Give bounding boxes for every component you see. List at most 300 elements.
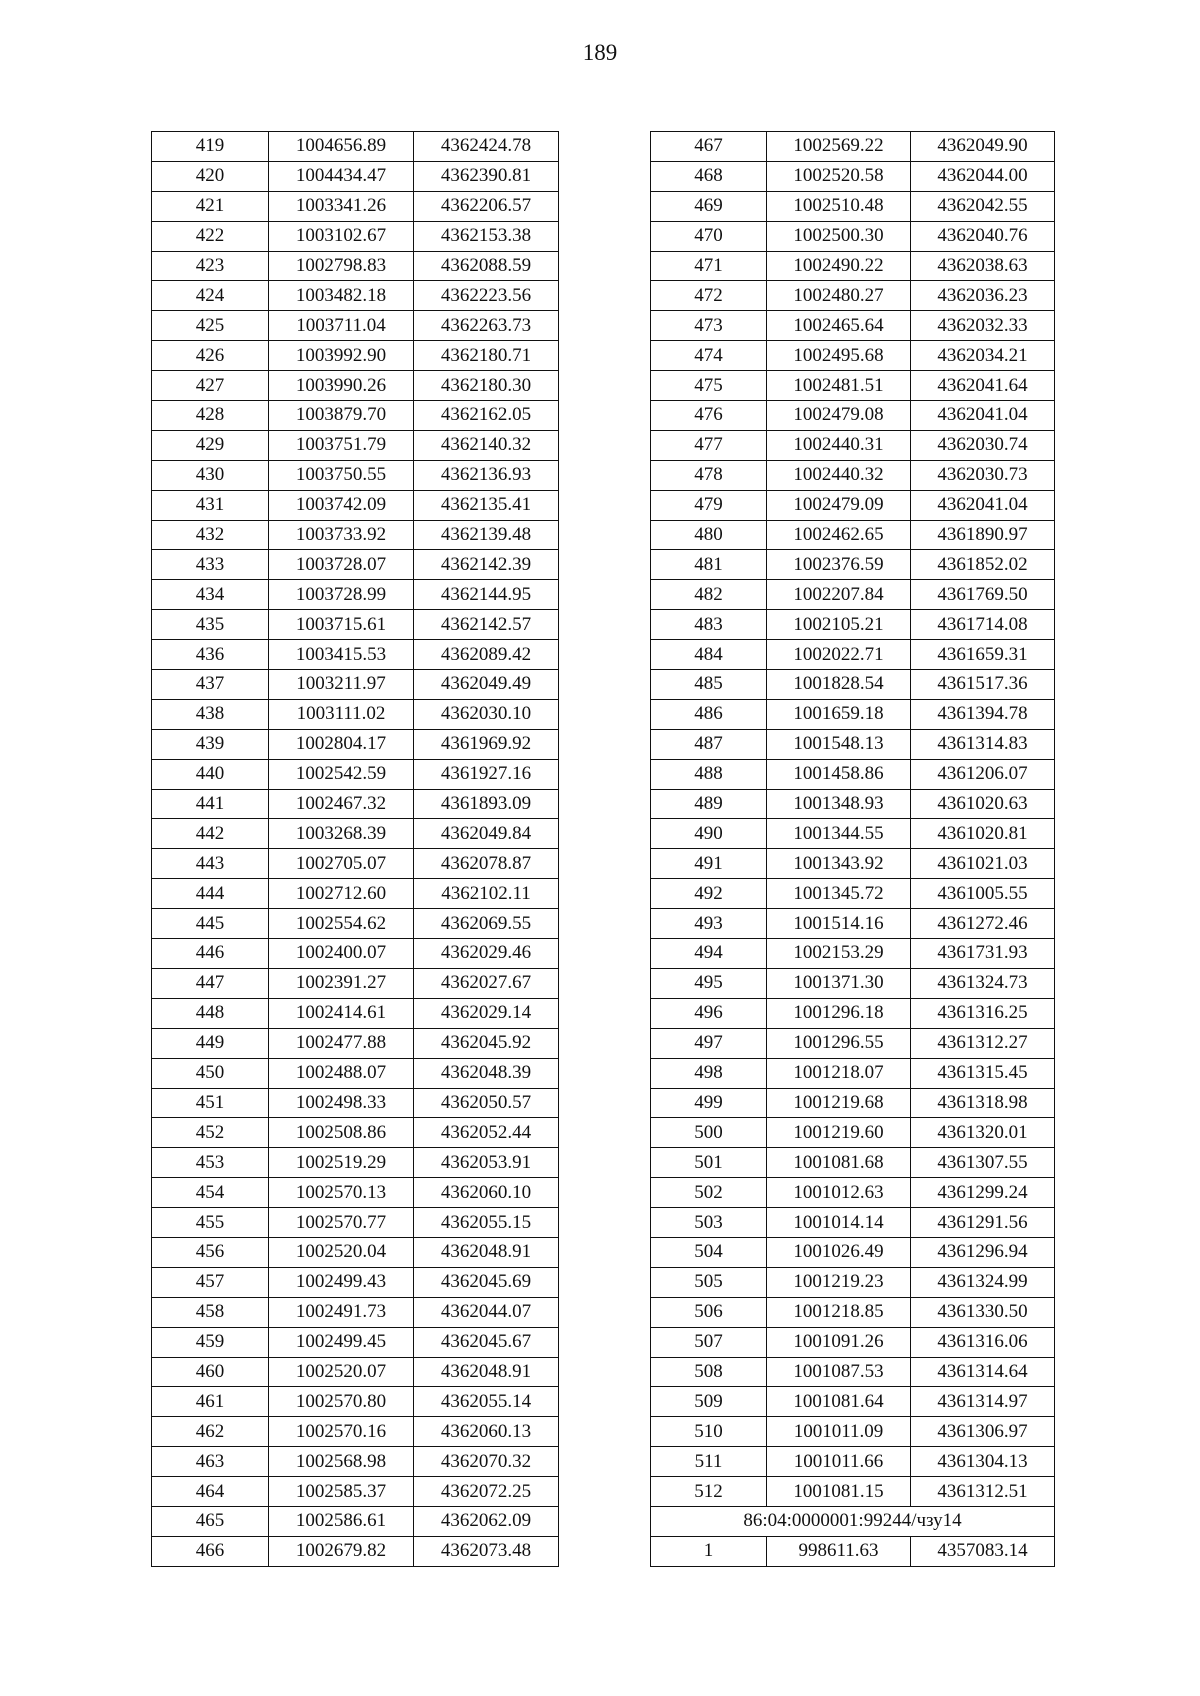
point-number-cell: 475: [651, 371, 767, 401]
table-row: [152, 759, 559, 789]
parcel-id-header: 86:04:0000001:99244/чзу14: [651, 1506, 1055, 1536]
table-row: [152, 311, 559, 341]
x-coordinate-cell: 1001296.55: [767, 1028, 911, 1058]
table-row: [651, 699, 1055, 729]
y-coordinate-cell: 4361312.27: [911, 1028, 1055, 1058]
point-number-cell: 438: [152, 699, 269, 729]
table-row: [651, 670, 1055, 700]
x-coordinate-cell: 1002462.65: [767, 520, 911, 550]
point-number-cell: 504: [651, 1237, 767, 1267]
y-coordinate-cell: 4362041.64: [911, 371, 1055, 401]
x-coordinate-cell: 1001011.09: [767, 1417, 911, 1447]
table-row: [651, 968, 1055, 998]
x-coordinate-cell: 1002153.29: [767, 939, 911, 969]
point-number-cell: 482: [651, 580, 767, 610]
point-number-cell: 439: [152, 729, 269, 759]
point-number-cell: 441: [152, 789, 269, 819]
x-coordinate-cell: 1003715.61: [269, 610, 414, 640]
y-coordinate-cell: 4362206.57: [414, 191, 559, 221]
point-number-cell: 476: [651, 401, 767, 431]
y-coordinate-cell: 4361316.06: [911, 1327, 1055, 1357]
x-coordinate-cell: 1001014.14: [767, 1208, 911, 1238]
y-coordinate-cell: 4362136.93: [414, 460, 559, 490]
y-coordinate-cell: 4361731.93: [911, 939, 1055, 969]
y-coordinate-cell: 4362142.57: [414, 610, 559, 640]
coordinates-table-left: [151, 131, 559, 1567]
y-coordinate-cell: 4362036.23: [911, 281, 1055, 311]
table-row: [651, 1447, 1055, 1477]
x-coordinate-cell: 1002467.32: [269, 789, 414, 819]
table-row: [152, 221, 559, 251]
point-number-cell: 440: [152, 759, 269, 789]
y-coordinate-cell: 4362030.10: [414, 699, 559, 729]
x-coordinate-cell: 1002508.86: [269, 1118, 414, 1148]
y-coordinate-cell: 4362142.39: [414, 550, 559, 580]
point-number-cell: 501: [651, 1148, 767, 1178]
y-coordinate-cell: 4362060.10: [414, 1178, 559, 1208]
table-row: [152, 610, 559, 640]
coordinates-table-right: [650, 131, 1055, 1567]
y-coordinate-cell: 4362180.30: [414, 371, 559, 401]
y-coordinate-cell: 4362424.78: [414, 132, 559, 162]
x-coordinate-cell: 1002391.27: [269, 968, 414, 998]
point-number-cell: 462: [152, 1417, 269, 1447]
y-coordinate-cell: 4362078.87: [414, 849, 559, 879]
x-coordinate-cell: 1004434.47: [269, 161, 414, 191]
point-number-cell: 486: [651, 699, 767, 729]
x-coordinate-cell: 1002499.43: [269, 1267, 414, 1297]
table-row: [152, 1088, 559, 1118]
point-number-cell: 445: [152, 909, 269, 939]
x-coordinate-cell: 1002520.07: [269, 1357, 414, 1387]
table-row: [152, 460, 559, 490]
point-number-cell: 472: [651, 281, 767, 311]
table-row: [152, 132, 559, 162]
point-number-cell: 426: [152, 341, 269, 371]
y-coordinate-cell: 4362069.55: [414, 909, 559, 939]
x-coordinate-cell: 1003341.26: [269, 191, 414, 221]
y-coordinate-cell: 4361517.36: [911, 670, 1055, 700]
point-number-cell: 431: [152, 490, 269, 520]
table-row: [152, 580, 559, 610]
table-row: [651, 251, 1055, 281]
point-number-cell: 449: [152, 1028, 269, 1058]
table-row: [152, 789, 559, 819]
x-coordinate-cell: 1002207.84: [767, 580, 911, 610]
table-row: [152, 699, 559, 729]
y-coordinate-cell: 4362027.67: [414, 968, 559, 998]
x-coordinate-cell: 1001828.54: [767, 670, 911, 700]
point-number-cell: 423: [152, 251, 269, 281]
x-coordinate-cell: 1003102.67: [269, 221, 414, 251]
point-number-cell: 427: [152, 371, 269, 401]
y-coordinate-cell: 4362048.39: [414, 1058, 559, 1088]
x-coordinate-cell: 1002554.62: [269, 909, 414, 939]
x-coordinate-cell: 1003111.02: [269, 699, 414, 729]
x-coordinate-cell: 1002488.07: [269, 1058, 414, 1088]
table-row: [651, 909, 1055, 939]
table-row: [152, 819, 559, 849]
point-number-cell: 480: [651, 520, 767, 550]
table-row: [152, 401, 559, 431]
table-row: [152, 849, 559, 879]
point-number-cell: 433: [152, 550, 269, 580]
x-coordinate-cell: 1003728.07: [269, 550, 414, 580]
y-coordinate-cell: 4362089.42: [414, 640, 559, 670]
table-row: [651, 1208, 1055, 1238]
x-coordinate-cell: 1002499.45: [269, 1327, 414, 1357]
table-row: [152, 1148, 559, 1178]
y-coordinate-cell: 4362041.04: [911, 490, 1055, 520]
table-row: [152, 640, 559, 670]
x-coordinate-cell: 1002570.80: [269, 1387, 414, 1417]
x-coordinate-cell: 1003482.18: [269, 281, 414, 311]
point-number-cell: 466: [152, 1536, 269, 1566]
y-coordinate-cell: 4361315.45: [911, 1058, 1055, 1088]
y-coordinate-cell: 4361394.78: [911, 699, 1055, 729]
point-number-cell: 457: [152, 1267, 269, 1297]
point-number-cell: 446: [152, 939, 269, 969]
x-coordinate-cell: 1002570.13: [269, 1178, 414, 1208]
table-row: [651, 849, 1055, 879]
table-row: [651, 879, 1055, 909]
x-coordinate-cell: 1002568.98: [269, 1447, 414, 1477]
y-coordinate-cell: 4362041.04: [911, 401, 1055, 431]
x-coordinate-cell: 1002520.58: [767, 161, 911, 191]
table-row: [651, 1118, 1055, 1148]
point-number-cell: 448: [152, 998, 269, 1028]
x-coordinate-cell: 1002586.61: [269, 1506, 414, 1536]
y-coordinate-cell: 4362044.07: [414, 1297, 559, 1327]
point-number-cell: 420: [152, 161, 269, 191]
y-coordinate-cell: 4362049.90: [911, 132, 1055, 162]
table-row: [152, 729, 559, 759]
table-row: [152, 1357, 559, 1387]
y-coordinate-cell: 4361890.97: [911, 520, 1055, 550]
table-row: [651, 1417, 1055, 1447]
point-number-cell: 434: [152, 580, 269, 610]
y-coordinate-cell: 4362040.76: [911, 221, 1055, 251]
table-row: [651, 401, 1055, 431]
x-coordinate-cell: 1003268.39: [269, 819, 414, 849]
table-row: [651, 430, 1055, 460]
y-coordinate-cell: 4361291.56: [911, 1208, 1055, 1238]
point-number-cell: 509: [651, 1387, 767, 1417]
y-coordinate-cell: 4357083.14: [911, 1536, 1055, 1566]
point-number-cell: 437: [152, 670, 269, 700]
table-row: [651, 1327, 1055, 1357]
y-coordinate-cell: 4362055.15: [414, 1208, 559, 1238]
y-coordinate-cell: 4361020.63: [911, 789, 1055, 819]
point-number-cell: 471: [651, 251, 767, 281]
point-number-cell: 458: [152, 1297, 269, 1327]
point-number-cell: 432: [152, 520, 269, 550]
point-number-cell: 473: [651, 311, 767, 341]
x-coordinate-cell: 1002520.04: [269, 1237, 414, 1267]
table-row: [651, 1477, 1055, 1507]
point-number-cell: 429: [152, 430, 269, 460]
x-coordinate-cell: 1001548.13: [767, 729, 911, 759]
y-coordinate-cell: 4361320.01: [911, 1118, 1055, 1148]
table-row: [651, 341, 1055, 371]
table-row: [651, 998, 1055, 1028]
page-number: 189: [582, 40, 618, 65]
x-coordinate-cell: 1002570.77: [269, 1208, 414, 1238]
point-number-cell: 435: [152, 610, 269, 640]
x-coordinate-cell: 1002705.07: [269, 849, 414, 879]
y-coordinate-cell: 4361893.09: [414, 789, 559, 819]
x-coordinate-cell: 1001219.60: [767, 1118, 911, 1148]
y-coordinate-cell: 4361318.98: [911, 1088, 1055, 1118]
x-coordinate-cell: 1004656.89: [269, 132, 414, 162]
x-coordinate-cell: 1003879.70: [269, 401, 414, 431]
point-number-cell: 484: [651, 640, 767, 670]
point-number-cell: 489: [651, 789, 767, 819]
table-row: [651, 161, 1055, 191]
point-number-cell: 485: [651, 670, 767, 700]
point-number-cell: 447: [152, 968, 269, 998]
y-coordinate-cell: 4362180.71: [414, 341, 559, 371]
y-coordinate-cell: 4362030.73: [911, 460, 1055, 490]
y-coordinate-cell: 4362263.73: [414, 311, 559, 341]
table-row: [651, 281, 1055, 311]
y-coordinate-cell: 4362030.74: [911, 430, 1055, 460]
table-row: [152, 1536, 559, 1566]
point-number-cell: 459: [152, 1327, 269, 1357]
table-row: [152, 251, 559, 281]
y-coordinate-cell: 4362140.32: [414, 430, 559, 460]
x-coordinate-cell: 1002495.68: [767, 341, 911, 371]
x-coordinate-cell: 1002481.51: [767, 371, 911, 401]
x-coordinate-cell: 1001344.55: [767, 819, 911, 849]
point-number-cell: 467: [651, 132, 767, 162]
x-coordinate-cell: 1001348.93: [767, 789, 911, 819]
y-coordinate-cell: 4362102.11: [414, 879, 559, 909]
point-number-cell: 465: [152, 1506, 269, 1536]
x-coordinate-cell: 1003733.92: [269, 520, 414, 550]
table-row: [651, 939, 1055, 969]
point-number-cell: 454: [152, 1178, 269, 1208]
y-coordinate-cell: 4361021.03: [911, 849, 1055, 879]
y-coordinate-cell: 4362044.00: [911, 161, 1055, 191]
y-coordinate-cell: 4361306.97: [911, 1417, 1055, 1447]
point-number-cell: 502: [651, 1178, 767, 1208]
x-coordinate-cell: 1002679.82: [269, 1536, 414, 1566]
table-row: [651, 550, 1055, 580]
table-row: [651, 191, 1055, 221]
table-row: [152, 1417, 559, 1447]
y-coordinate-cell: 4361324.73: [911, 968, 1055, 998]
table-row: [152, 909, 559, 939]
table-row: [152, 191, 559, 221]
y-coordinate-cell: 4362049.49: [414, 670, 559, 700]
point-number-cell: 442: [152, 819, 269, 849]
x-coordinate-cell: 1002798.83: [269, 251, 414, 281]
point-number-cell: 463: [152, 1447, 269, 1477]
y-coordinate-cell: 4361307.55: [911, 1148, 1055, 1178]
x-coordinate-cell: 1001218.07: [767, 1058, 911, 1088]
table-row: [152, 939, 559, 969]
table-row: [651, 490, 1055, 520]
point-number-cell: 490: [651, 819, 767, 849]
table-row: [152, 1208, 559, 1238]
y-coordinate-cell: 4362045.92: [414, 1028, 559, 1058]
point-number-cell: 488: [651, 759, 767, 789]
x-coordinate-cell: 1001219.23: [767, 1267, 911, 1297]
x-coordinate-cell: 1002500.30: [767, 221, 911, 251]
table-row: [152, 1327, 559, 1357]
table-row: [651, 1357, 1055, 1387]
point-number-cell: 1: [651, 1536, 767, 1566]
table-row: [651, 1088, 1055, 1118]
table-row: [651, 520, 1055, 550]
y-coordinate-cell: 4362072.25: [414, 1477, 559, 1507]
x-coordinate-cell: 1001659.18: [767, 699, 911, 729]
table-row: [152, 998, 559, 1028]
table-row: [651, 1058, 1055, 1088]
y-coordinate-cell: 4362088.59: [414, 251, 559, 281]
table-row: [152, 1058, 559, 1088]
table-row: [152, 341, 559, 371]
y-coordinate-cell: 4361852.02: [911, 550, 1055, 580]
table-row: [651, 1297, 1055, 1327]
point-number-cell: 419: [152, 132, 269, 162]
y-coordinate-cell: 4362048.91: [414, 1237, 559, 1267]
x-coordinate-cell: 1001296.18: [767, 998, 911, 1028]
point-number-cell: 456: [152, 1237, 269, 1267]
y-coordinate-cell: 4361296.94: [911, 1237, 1055, 1267]
y-coordinate-cell: 4361206.07: [911, 759, 1055, 789]
y-coordinate-cell: 4362162.05: [414, 401, 559, 431]
x-coordinate-cell: 1002465.64: [767, 311, 911, 341]
table-row: [152, 430, 559, 460]
point-number-cell: 499: [651, 1088, 767, 1118]
y-coordinate-cell: 4362223.56: [414, 281, 559, 311]
x-coordinate-cell: 1003742.09: [269, 490, 414, 520]
y-coordinate-cell: 4361927.16: [414, 759, 559, 789]
table-row: [152, 550, 559, 580]
point-number-cell: 495: [651, 968, 767, 998]
point-number-cell: 477: [651, 430, 767, 460]
point-number-cell: 506: [651, 1297, 767, 1327]
point-number-cell: 487: [651, 729, 767, 759]
x-coordinate-cell: 1001091.26: [767, 1327, 911, 1357]
y-coordinate-cell: 4362073.48: [414, 1536, 559, 1566]
y-coordinate-cell: 4361714.08: [911, 610, 1055, 640]
y-coordinate-cell: 4362390.81: [414, 161, 559, 191]
table-row: [651, 1148, 1055, 1178]
y-coordinate-cell: 4362052.44: [414, 1118, 559, 1148]
y-coordinate-cell: 4362144.95: [414, 580, 559, 610]
table-row: [152, 1506, 559, 1536]
x-coordinate-cell: 1001458.86: [767, 759, 911, 789]
table-row: [152, 1297, 559, 1327]
x-coordinate-cell: 1002440.32: [767, 460, 911, 490]
y-coordinate-cell: 4362070.32: [414, 1447, 559, 1477]
point-number-cell: 498: [651, 1058, 767, 1088]
point-number-cell: 451: [152, 1088, 269, 1118]
x-coordinate-cell: 1002498.33: [269, 1088, 414, 1118]
point-number-cell: 479: [651, 490, 767, 520]
x-coordinate-cell: 1001081.15: [767, 1477, 911, 1507]
x-coordinate-cell: 1002510.48: [767, 191, 911, 221]
y-coordinate-cell: 4362038.63: [911, 251, 1055, 281]
point-number-cell: 478: [651, 460, 767, 490]
point-number-cell: 436: [152, 640, 269, 670]
x-coordinate-cell: 1001081.68: [767, 1148, 911, 1178]
table-row: [152, 1447, 559, 1477]
y-coordinate-cell: 4361304.13: [911, 1447, 1055, 1477]
x-coordinate-cell: 1001218.85: [767, 1297, 911, 1327]
point-number-cell: 430: [152, 460, 269, 490]
point-number-cell: 464: [152, 1477, 269, 1507]
x-coordinate-cell: 1002400.07: [269, 939, 414, 969]
x-coordinate-cell: 1001219.68: [767, 1088, 911, 1118]
x-coordinate-cell: 1002712.60: [269, 879, 414, 909]
y-coordinate-cell: 4361020.81: [911, 819, 1055, 849]
table-row: [152, 1237, 559, 1267]
x-coordinate-cell: 1002804.17: [269, 729, 414, 759]
x-coordinate-cell: 998611.63: [767, 1536, 911, 1566]
table-row: [651, 1387, 1055, 1417]
table-row: [152, 670, 559, 700]
point-number-cell: 469: [651, 191, 767, 221]
x-coordinate-cell: 1003751.79: [269, 430, 414, 460]
point-number-cell: 422: [152, 221, 269, 251]
point-number-cell: 512: [651, 1477, 767, 1507]
y-coordinate-cell: 4362153.38: [414, 221, 559, 251]
y-coordinate-cell: 4361314.97: [911, 1387, 1055, 1417]
table-row: [651, 610, 1055, 640]
y-coordinate-cell: 4361316.25: [911, 998, 1055, 1028]
x-coordinate-cell: 1002477.88: [269, 1028, 414, 1058]
x-coordinate-cell: 1001087.53: [767, 1357, 911, 1387]
table-row: [651, 132, 1055, 162]
y-coordinate-cell: 4361272.46: [911, 909, 1055, 939]
point-number-cell: 497: [651, 1028, 767, 1058]
table-row: [651, 1267, 1055, 1297]
table-row: [651, 729, 1055, 759]
point-number-cell: 511: [651, 1447, 767, 1477]
y-coordinate-cell: 4362060.13: [414, 1417, 559, 1447]
y-coordinate-cell: 4361312.51: [911, 1477, 1055, 1507]
y-coordinate-cell: 4362062.09: [414, 1506, 559, 1536]
table-row: [152, 281, 559, 311]
x-coordinate-cell: 1002376.59: [767, 550, 911, 580]
y-coordinate-cell: 4362049.84: [414, 819, 559, 849]
y-coordinate-cell: 4362048.91: [414, 1357, 559, 1387]
point-number-cell: 461: [152, 1387, 269, 1417]
y-coordinate-cell: 4362029.14: [414, 998, 559, 1028]
x-coordinate-cell: 1002440.31: [767, 430, 911, 460]
table-row: [152, 1387, 559, 1417]
x-coordinate-cell: 1002542.59: [269, 759, 414, 789]
table-row: [651, 580, 1055, 610]
table-row: [152, 1178, 559, 1208]
point-number-cell: 425: [152, 311, 269, 341]
y-coordinate-cell: 4361314.83: [911, 729, 1055, 759]
table-row: [651, 1536, 1055, 1566]
x-coordinate-cell: 1003992.90: [269, 341, 414, 371]
x-coordinate-cell: 1001011.66: [767, 1447, 911, 1477]
point-number-cell: 474: [651, 341, 767, 371]
y-coordinate-cell: 4361330.50: [911, 1297, 1055, 1327]
x-coordinate-cell: 1001514.16: [767, 909, 911, 939]
x-coordinate-cell: 1002569.22: [767, 132, 911, 162]
table-row: [651, 221, 1055, 251]
point-number-cell: 494: [651, 939, 767, 969]
x-coordinate-cell: 1003750.55: [269, 460, 414, 490]
